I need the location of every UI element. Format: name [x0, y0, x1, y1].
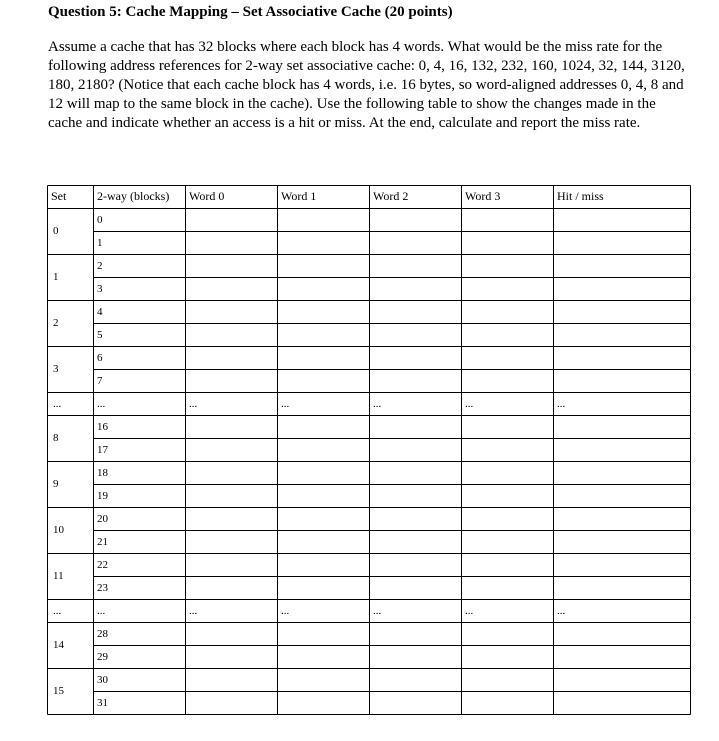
column-header-7: Hit / miss [557, 189, 604, 203]
block-number: 6 [97, 352, 103, 364]
column-header-4: Word 1 [281, 189, 317, 203]
set-label: 10 [53, 524, 64, 536]
column-header-1: Set [51, 189, 67, 203]
ellipsis-cell: ... [281, 398, 290, 410]
column-header-3: Word 0 [189, 189, 225, 203]
block-number: 16 [97, 421, 108, 433]
block-number: 20 [97, 513, 108, 525]
set-label: 0 [53, 225, 59, 237]
column-header-5: Word 2 [373, 189, 409, 203]
ellipsis-cell: ... [557, 605, 566, 617]
ellipsis-cell: ... [465, 605, 474, 617]
set-label: 11 [53, 570, 64, 582]
cache-table [47, 185, 691, 716]
column-header-2: 2-way (blocks) [97, 189, 170, 203]
ellipsis-cell: ... [189, 605, 198, 617]
block-number: 4 [97, 306, 103, 318]
ellipsis-cell: ... [373, 398, 382, 410]
block-number: 22 [97, 559, 108, 571]
block-number: 2 [97, 260, 103, 272]
block-number: 5 [97, 329, 103, 341]
block-number: 23 [97, 582, 108, 594]
block-number: 31 [97, 697, 108, 709]
ellipsis-cell: ... [465, 398, 474, 410]
block-number: 28 [97, 628, 108, 640]
block-number: 29 [97, 651, 108, 663]
block-number: 17 [97, 444, 108, 456]
set-label: ... [53, 604, 62, 617]
block-number: 3 [97, 283, 103, 295]
set-label: 2 [53, 317, 59, 329]
block-number: ... [97, 398, 106, 410]
ellipsis-cell: ... [281, 605, 290, 617]
block-number: 0 [97, 214, 103, 226]
set-label: 1 [53, 271, 59, 283]
block-number: 21 [97, 536, 108, 548]
set-label: 9 [53, 478, 59, 490]
block-number: 19 [97, 490, 108, 502]
question-title: Question 5: Cache Mapping – Set Associative Cache (20 points) [48, 4, 453, 20]
ellipsis-cell: ... [373, 605, 382, 617]
set-label: 3 [53, 363, 59, 375]
set-label: 8 [53, 432, 59, 444]
cache-table-gridlines [47, 185, 691, 716]
set-label: 15 [53, 685, 64, 697]
block-number: 7 [97, 375, 103, 387]
ellipsis-cell: ... [557, 398, 566, 410]
block-number: ... [97, 605, 106, 617]
set-label: ... [53, 397, 62, 410]
block-number: 18 [97, 467, 108, 479]
block-number: 1 [97, 237, 103, 249]
question-body: Assume a cache that has 32 blocks where each block has 4 words. What would be the miss rate for the following address references for 2-way set associative cache: 0, 4, 16, 132, 232, 160, 1024, 32, 144, 3120, 180, 2180? (Notice that each cache block has 4 words, i.e. 16 bytes, so word-aligned addresses 0, 4, 8 and 12 will map to the same block in the cache). Use the following table to show the changes made in the cache and indicate whether an access is a hit or miss. At the end, calculate and report the miss rate. [48, 39, 685, 131]
ellipsis-cell: ... [189, 398, 198, 410]
block-number: 30 [97, 674, 108, 686]
set-label: 14 [53, 639, 64, 651]
column-header-6: Word 3 [465, 189, 501, 203]
